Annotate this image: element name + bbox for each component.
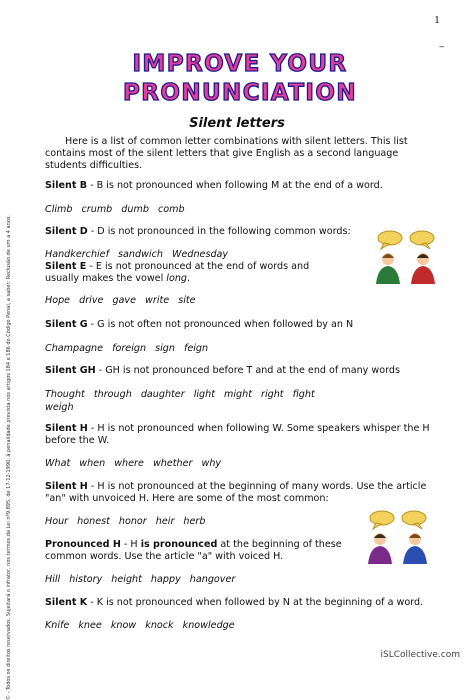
- examples-silent-h-wh: What when where whether why: [45, 458, 222, 469]
- examples-silent-g: Champagne foreign sign feign: [45, 343, 209, 354]
- section-text: - B is not pronounced when following M at the end of a word.: [87, 180, 383, 191]
- section-text-emphasis: long: [166, 273, 188, 284]
- examples-pronounced-h: Hill history height happy hangover: [45, 574, 236, 585]
- section-label: Silent GH: [45, 365, 96, 376]
- examples-silent-gh: Thought through daughter light might right fight weigh: [45, 389, 315, 413]
- section-label: Silent E: [45, 261, 87, 272]
- intro-paragraph: Here is a list of common letter combinations with silent letters. This list contains most of the silent letters that give English as a second language students difficulties.: [45, 136, 408, 171]
- section-text: - K is not pronounced when followed by N at the beginning of a word.: [87, 597, 424, 608]
- intro-block: [45, 136, 437, 172]
- examples-silent-b: Climb crumb dumb comb: [45, 204, 185, 215]
- section-silent-k: [45, 597, 440, 609]
- section-text: - G is not often not pronounced when followed by an N: [87, 319, 354, 330]
- section-silent-h-initial: [45, 481, 440, 505]
- subtitle: Silent letters: [189, 116, 285, 131]
- section-text: - E is not pronounced at the end of words and usually makes the vowel: [45, 261, 310, 284]
- copyright-notice: © - Todos os direitos reservados. Sujeitará o infrator, nos termos da Lei nº9.895, de 17-12-1990, à penalidade prevista nos artigos 184 e 186 do Código Penal, a saber: Reclusão de um a 4 anos.: [6, 214, 12, 700]
- section-text: - GH is not pronounced before T and at the end of many words: [95, 365, 400, 376]
- section-silent-g: [45, 319, 440, 331]
- section-label: Silent H: [45, 423, 88, 434]
- section-label: Silent G: [45, 319, 88, 330]
- section-label: Silent K: [45, 597, 88, 608]
- speech-bubble-icon: [370, 511, 394, 525]
- section-text: - H: [120, 539, 141, 550]
- examples-silent-k: Knife knee know knock knowledge: [45, 620, 235, 631]
- page-number: 1: [434, 16, 440, 26]
- section-silent-e: [45, 261, 345, 285]
- examples-silent-h-initial: Hour honest honor heir herb: [45, 516, 206, 527]
- section-text: - H is not pronounced when following W. Some speakers whisper the H before the W.: [45, 423, 430, 446]
- section-label: Pronounced H: [45, 539, 121, 550]
- section-label: Silent B: [45, 180, 88, 191]
- section-text-end: at the beginning of these common words. Use the article "a" with voiced H.: [45, 539, 342, 562]
- people-talking-illustration: [368, 228, 444, 284]
- speech-bubble-icon: [402, 511, 426, 525]
- section-silent-gh: [45, 365, 440, 377]
- section-pronounced-h: [45, 539, 350, 563]
- section-label: Silent H: [45, 481, 88, 492]
- people-talking-illustration: [360, 508, 436, 564]
- speech-bubble-icon: [410, 231, 434, 245]
- section-silent-h-wh: [45, 423, 440, 447]
- section-text: - H is not pronounced at the beginning of many words. Use the article "an" with unvoiced H. Here are some of the most common:: [45, 481, 427, 504]
- section-silent-b: [45, 180, 440, 192]
- header-dash: _: [439, 38, 444, 48]
- footer-watermark: iSLCollective.com: [380, 650, 460, 660]
- title-line-2: PRONUNCIATION: [123, 80, 357, 106]
- title-block: [40, 50, 440, 108]
- section-label: Silent D: [45, 226, 88, 237]
- examples-silent-e: Hope drive gave write site: [45, 295, 196, 306]
- section-text-end: .: [187, 273, 191, 284]
- section-text-bold: is pronounced: [140, 539, 218, 550]
- section-text: - D is not pronounced in the following common words:: [87, 226, 351, 237]
- examples-silent-d: Handkerchief sandwich Wednesday: [45, 249, 229, 260]
- title-line-1: IMPROVE YOUR: [132, 51, 348, 77]
- speech-bubble-icon: [378, 231, 402, 245]
